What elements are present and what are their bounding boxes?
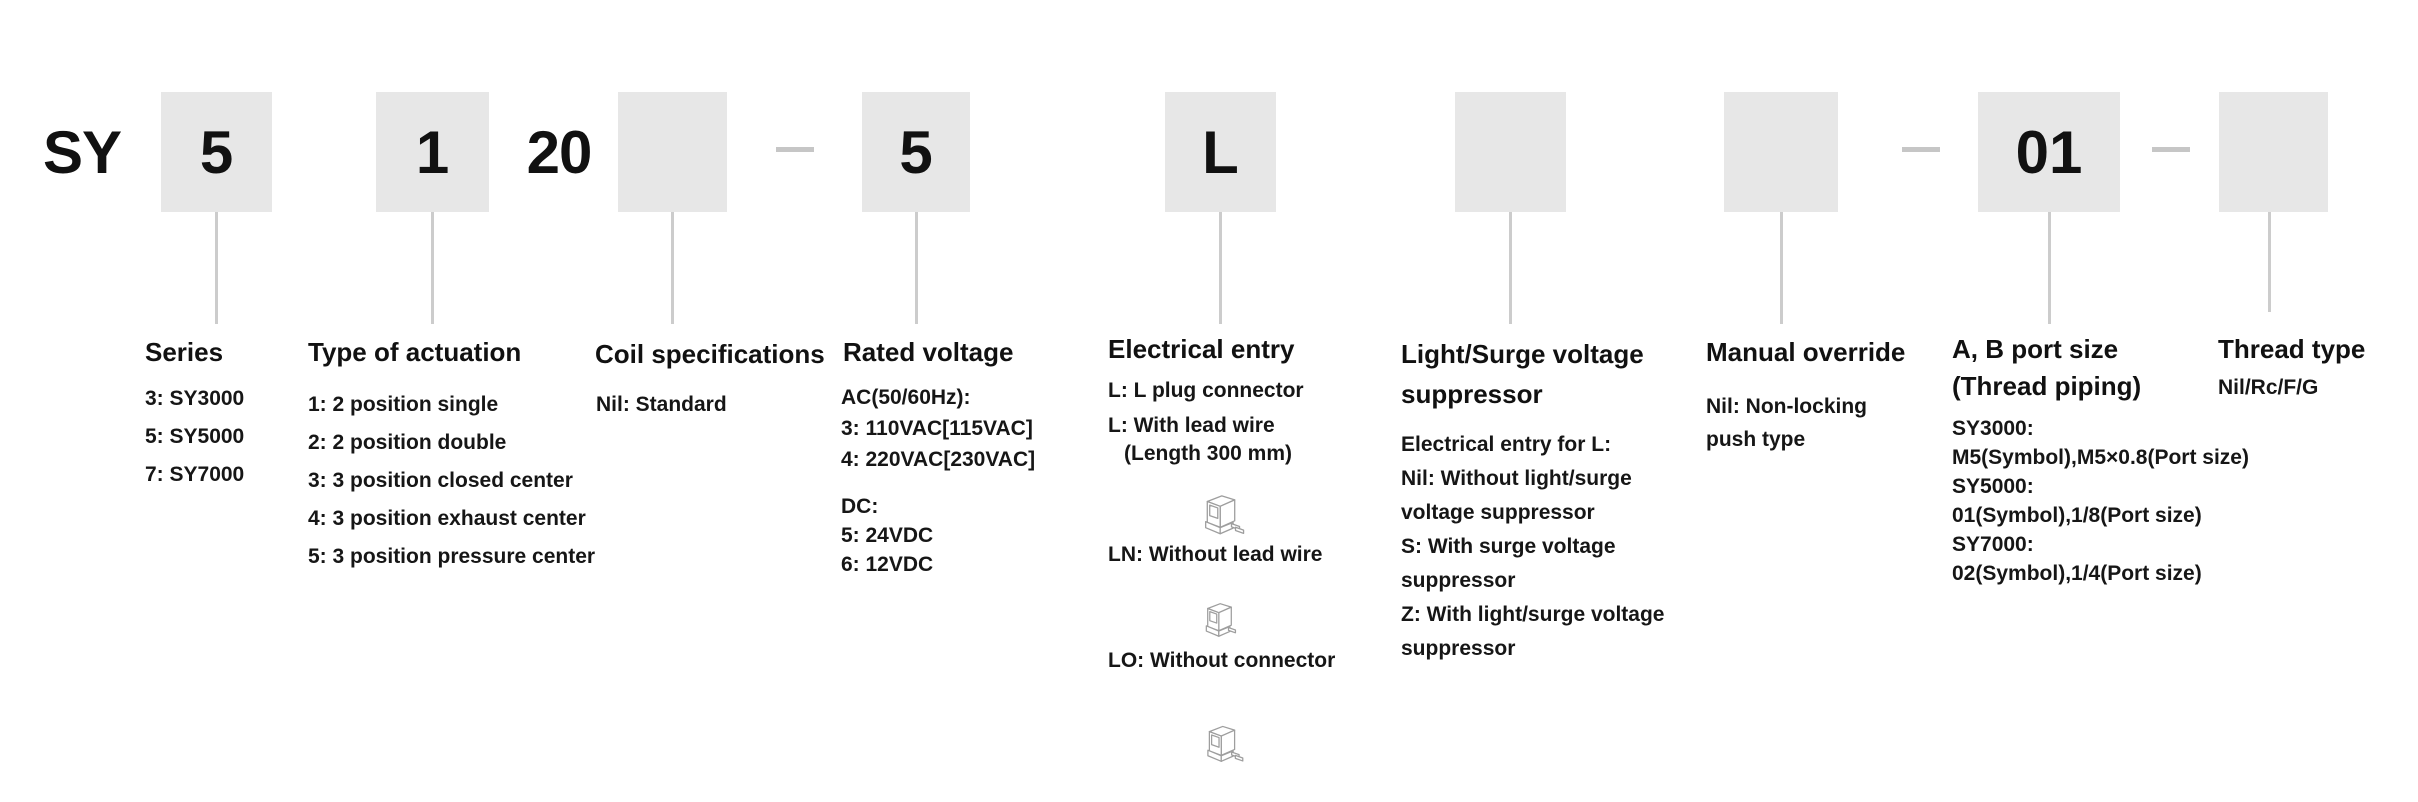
series-item: 3: SY3000 [145, 387, 245, 410]
actuation-item: 5: 3 position pressure center [308, 545, 596, 568]
code-separator-dash-3 [2152, 147, 2190, 152]
voltage-dc-group [841, 492, 933, 579]
entry-item-plug: L: L plug connector [1108, 379, 1304, 402]
leader-line-entry [1219, 212, 1222, 324]
code-separator-dash-2 [1902, 147, 1940, 152]
actuation-item: 1: 2 position single [308, 393, 499, 416]
port-line: 02(Symbol),1/4(Port size) [1952, 562, 2202, 585]
leader-line-port [2048, 212, 2051, 324]
code-separator-dash-1 [776, 147, 814, 152]
port-heading-line2: (Thread piping) [1952, 371, 2142, 401]
port-line: SY5000: [1952, 475, 2034, 498]
voltage-ac-line: AC(50/60Hz): [841, 386, 971, 409]
series-items [145, 380, 244, 494]
actuation-item: 3: 3 position closed center [308, 469, 573, 492]
suppressor-line: Nil: Without light/surge [1401, 467, 1632, 490]
suppressor-heading-line1: Light/Surge voltage [1401, 339, 1644, 369]
voltage-heading: Rated voltage [843, 337, 1014, 367]
suppressor-line: voltage suppressor [1401, 501, 1595, 524]
code-box-suppressor [1455, 92, 1566, 212]
actuation-item: 4: 3 position exhaust center [308, 507, 586, 530]
suppressor-line: Electrical entry for L: [1401, 433, 1612, 456]
port-line: SY7000: [1952, 533, 2034, 556]
port-items [1952, 414, 2249, 588]
suppressor-heading [1401, 334, 1644, 414]
port-line: 01(Symbol),1/8(Port size) [1952, 504, 2202, 527]
suppressor-items [1401, 428, 1664, 666]
code-box-port: 01 [1978, 92, 2120, 212]
code-box-override [1724, 92, 1838, 212]
entry-item-lead-line1: L: With lead wire [1108, 414, 1275, 437]
actuation-heading: Type of actuation [308, 337, 522, 367]
code-box-thread [2219, 92, 2328, 212]
coil-item: Nil: Standard [596, 393, 727, 416]
override-line: push type [1706, 428, 1806, 451]
code-fixed-20: 20 [526, 118, 592, 186]
coil-heading: Coil specifications [595, 339, 825, 369]
leader-line-thread [2268, 212, 2271, 312]
voltage-dc-line: DC: [841, 495, 879, 518]
l-plug-connector-lo-icon [1198, 596, 1241, 646]
leader-line-actuation [431, 212, 434, 324]
actuation-items [308, 386, 595, 576]
code-box-voltage: 5 [862, 92, 970, 212]
suppressor-heading-line2: suppressor [1401, 379, 1543, 409]
entry-lo-label: LO: Without connector [1108, 649, 1336, 672]
suppressor-line: suppressor [1401, 637, 1516, 660]
override-line: Nil: Non-locking [1706, 395, 1867, 418]
port-heading [1952, 331, 2141, 405]
port-heading-line1: A, B port size [1952, 334, 2119, 364]
entry-ln-label: LN: Without lead wire [1108, 543, 1323, 566]
port-line: M5(Symbol),M5×0.8(Port size) [1952, 446, 2249, 469]
series-heading: Series [145, 337, 224, 367]
code-box-coil [618, 92, 727, 212]
port-line: SY3000: [1952, 417, 2034, 440]
l-plug-connector-ln-icon [1196, 487, 1246, 545]
suppressor-line: S: With surge voltage [1401, 535, 1616, 558]
thread-item: Nil/Rc/F/G [2218, 376, 2319, 399]
leader-line-voltage [915, 212, 918, 324]
thread-heading: Thread type [2218, 334, 2366, 364]
voltage-ac-group [841, 382, 1035, 475]
leader-line-coil [671, 212, 674, 324]
suppressor-line: Z: With light/surge voltage [1401, 603, 1665, 626]
actuation-item: 2: 2 position double [308, 431, 507, 454]
voltage-ac-line: 3: 110VAC[115VAC] [841, 417, 1033, 440]
series-item: 5: SY5000 [145, 425, 245, 448]
code-prefix: SY [42, 118, 122, 186]
code-box-entry: L [1165, 92, 1276, 212]
code-box-series: 5 [161, 92, 272, 212]
voltage-dc-line: 6: 12VDC [841, 553, 934, 576]
leader-line-series [215, 212, 218, 324]
override-heading: Manual override [1706, 337, 1906, 367]
series-item: 7: SY7000 [145, 463, 245, 486]
l-plug-connector-icon [1199, 718, 1245, 772]
leader-line-override [1780, 212, 1783, 324]
voltage-ac-line: 4: 220VAC[230VAC] [841, 448, 1036, 471]
entry-item-lead-line2: (Length 300 mm) [1124, 442, 1293, 465]
suppressor-line: suppressor [1401, 569, 1516, 592]
leader-line-suppressor [1509, 212, 1512, 324]
code-box-actuation: 1 [376, 92, 489, 212]
override-items [1706, 390, 1867, 456]
entry-heading: Electrical entry [1108, 334, 1295, 364]
voltage-dc-line: 5: 24VDC [841, 524, 934, 547]
